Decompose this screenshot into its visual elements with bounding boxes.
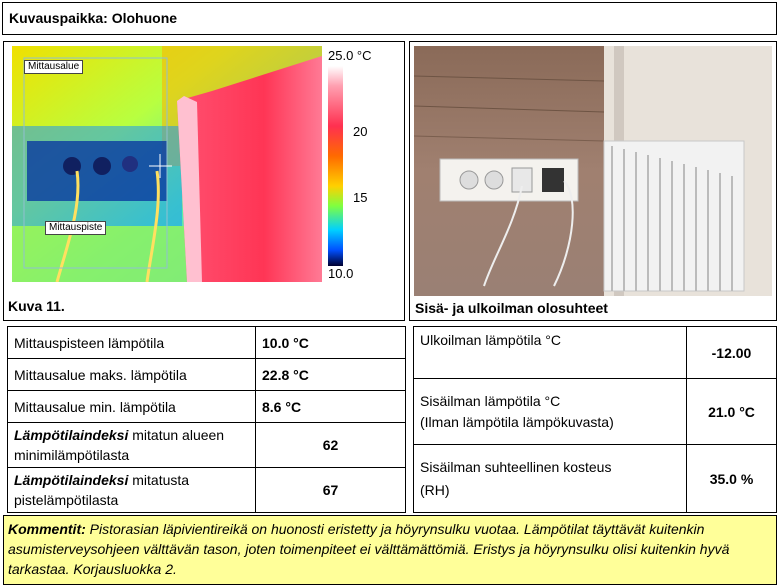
colorbar-min-label: 10.0	[328, 266, 354, 281]
row-label: Mittausalue maks. lämpötila	[8, 359, 256, 391]
table-row	[8, 391, 406, 423]
table-row	[414, 445, 777, 513]
colorbar-20-label: 20	[353, 124, 368, 139]
location-title: Kuvauspaikka: Olohuone	[9, 10, 178, 26]
row-value: 10.0 °C	[256, 327, 406, 359]
table-row	[8, 423, 406, 468]
table-row	[414, 327, 777, 379]
table-row	[8, 359, 406, 391]
index-term: Lämpötilaindeksi	[14, 472, 129, 488]
index-rest: mitatusta pistelämpötilasta	[14, 472, 190, 508]
comment-prefix: Kommentit:	[8, 521, 86, 537]
row-value: 35.0 %	[687, 445, 777, 513]
colorbar-15-label: 15	[353, 190, 368, 205]
thermal-measurements-table	[7, 326, 406, 513]
air-conditions-table	[413, 326, 777, 513]
row-value: 8.6 °C	[256, 391, 406, 423]
measurement-area-tag: Mittausalue	[24, 60, 83, 74]
comment-box	[3, 515, 777, 585]
comment-text: Pistorasian läpivientireikä on huonosti eristetty ja höyrynsulku vuotaa. Lämpötilat täyttävät kuitenkin asumisterveysohjeen välttävän tason, joten toimenpiteet ei välttämättömiä. Eristys ja höyrynsulku olisi kuitenkin hyvä tarkastaa. Korjausluokka 2.	[8, 521, 730, 577]
index-rest: mitatun alueen minimilämpötilasta	[14, 427, 225, 463]
label-line-1: Sisäilman lämpötila °C	[420, 392, 561, 409]
table-row	[8, 468, 406, 513]
row-value: 67	[256, 468, 406, 513]
label-line-2: (RH)	[420, 481, 450, 498]
label-line-2: (Ilman lämpötila lämpökuvasta)	[420, 413, 614, 430]
row-label	[414, 445, 687, 513]
temperature-colorbar	[328, 66, 343, 266]
index-term: Lämpötilaindeksi	[14, 427, 129, 443]
room-photo	[414, 46, 772, 296]
thermal-caption: Kuva 11.	[8, 298, 65, 314]
table-row	[414, 379, 777, 445]
thermal-image	[12, 46, 322, 282]
table-row	[8, 327, 406, 359]
header-box	[2, 2, 777, 35]
colorbar-max-label: 25.0 °C	[328, 48, 372, 63]
row-label: Mittausalue min. lämpötila	[8, 391, 256, 423]
label-line-1: Sisäilman suhteellinen kosteus	[420, 458, 612, 475]
row-label	[8, 423, 256, 468]
photo-caption: Sisä- ja ulkoilman olosuhteet	[415, 300, 608, 316]
row-label	[414, 379, 687, 445]
row-value: 21.0 °C	[687, 379, 777, 445]
row-label: Mittauspisteen lämpötila	[8, 327, 256, 359]
measurement-point-tag: Mittauspiste	[45, 221, 106, 235]
row-value: 62	[256, 423, 406, 468]
row-value: -12.00	[687, 327, 777, 379]
row-label: Ulkoilman lämpötila °C	[414, 327, 687, 379]
row-value: 22.8 °C	[256, 359, 406, 391]
row-label	[8, 468, 256, 513]
